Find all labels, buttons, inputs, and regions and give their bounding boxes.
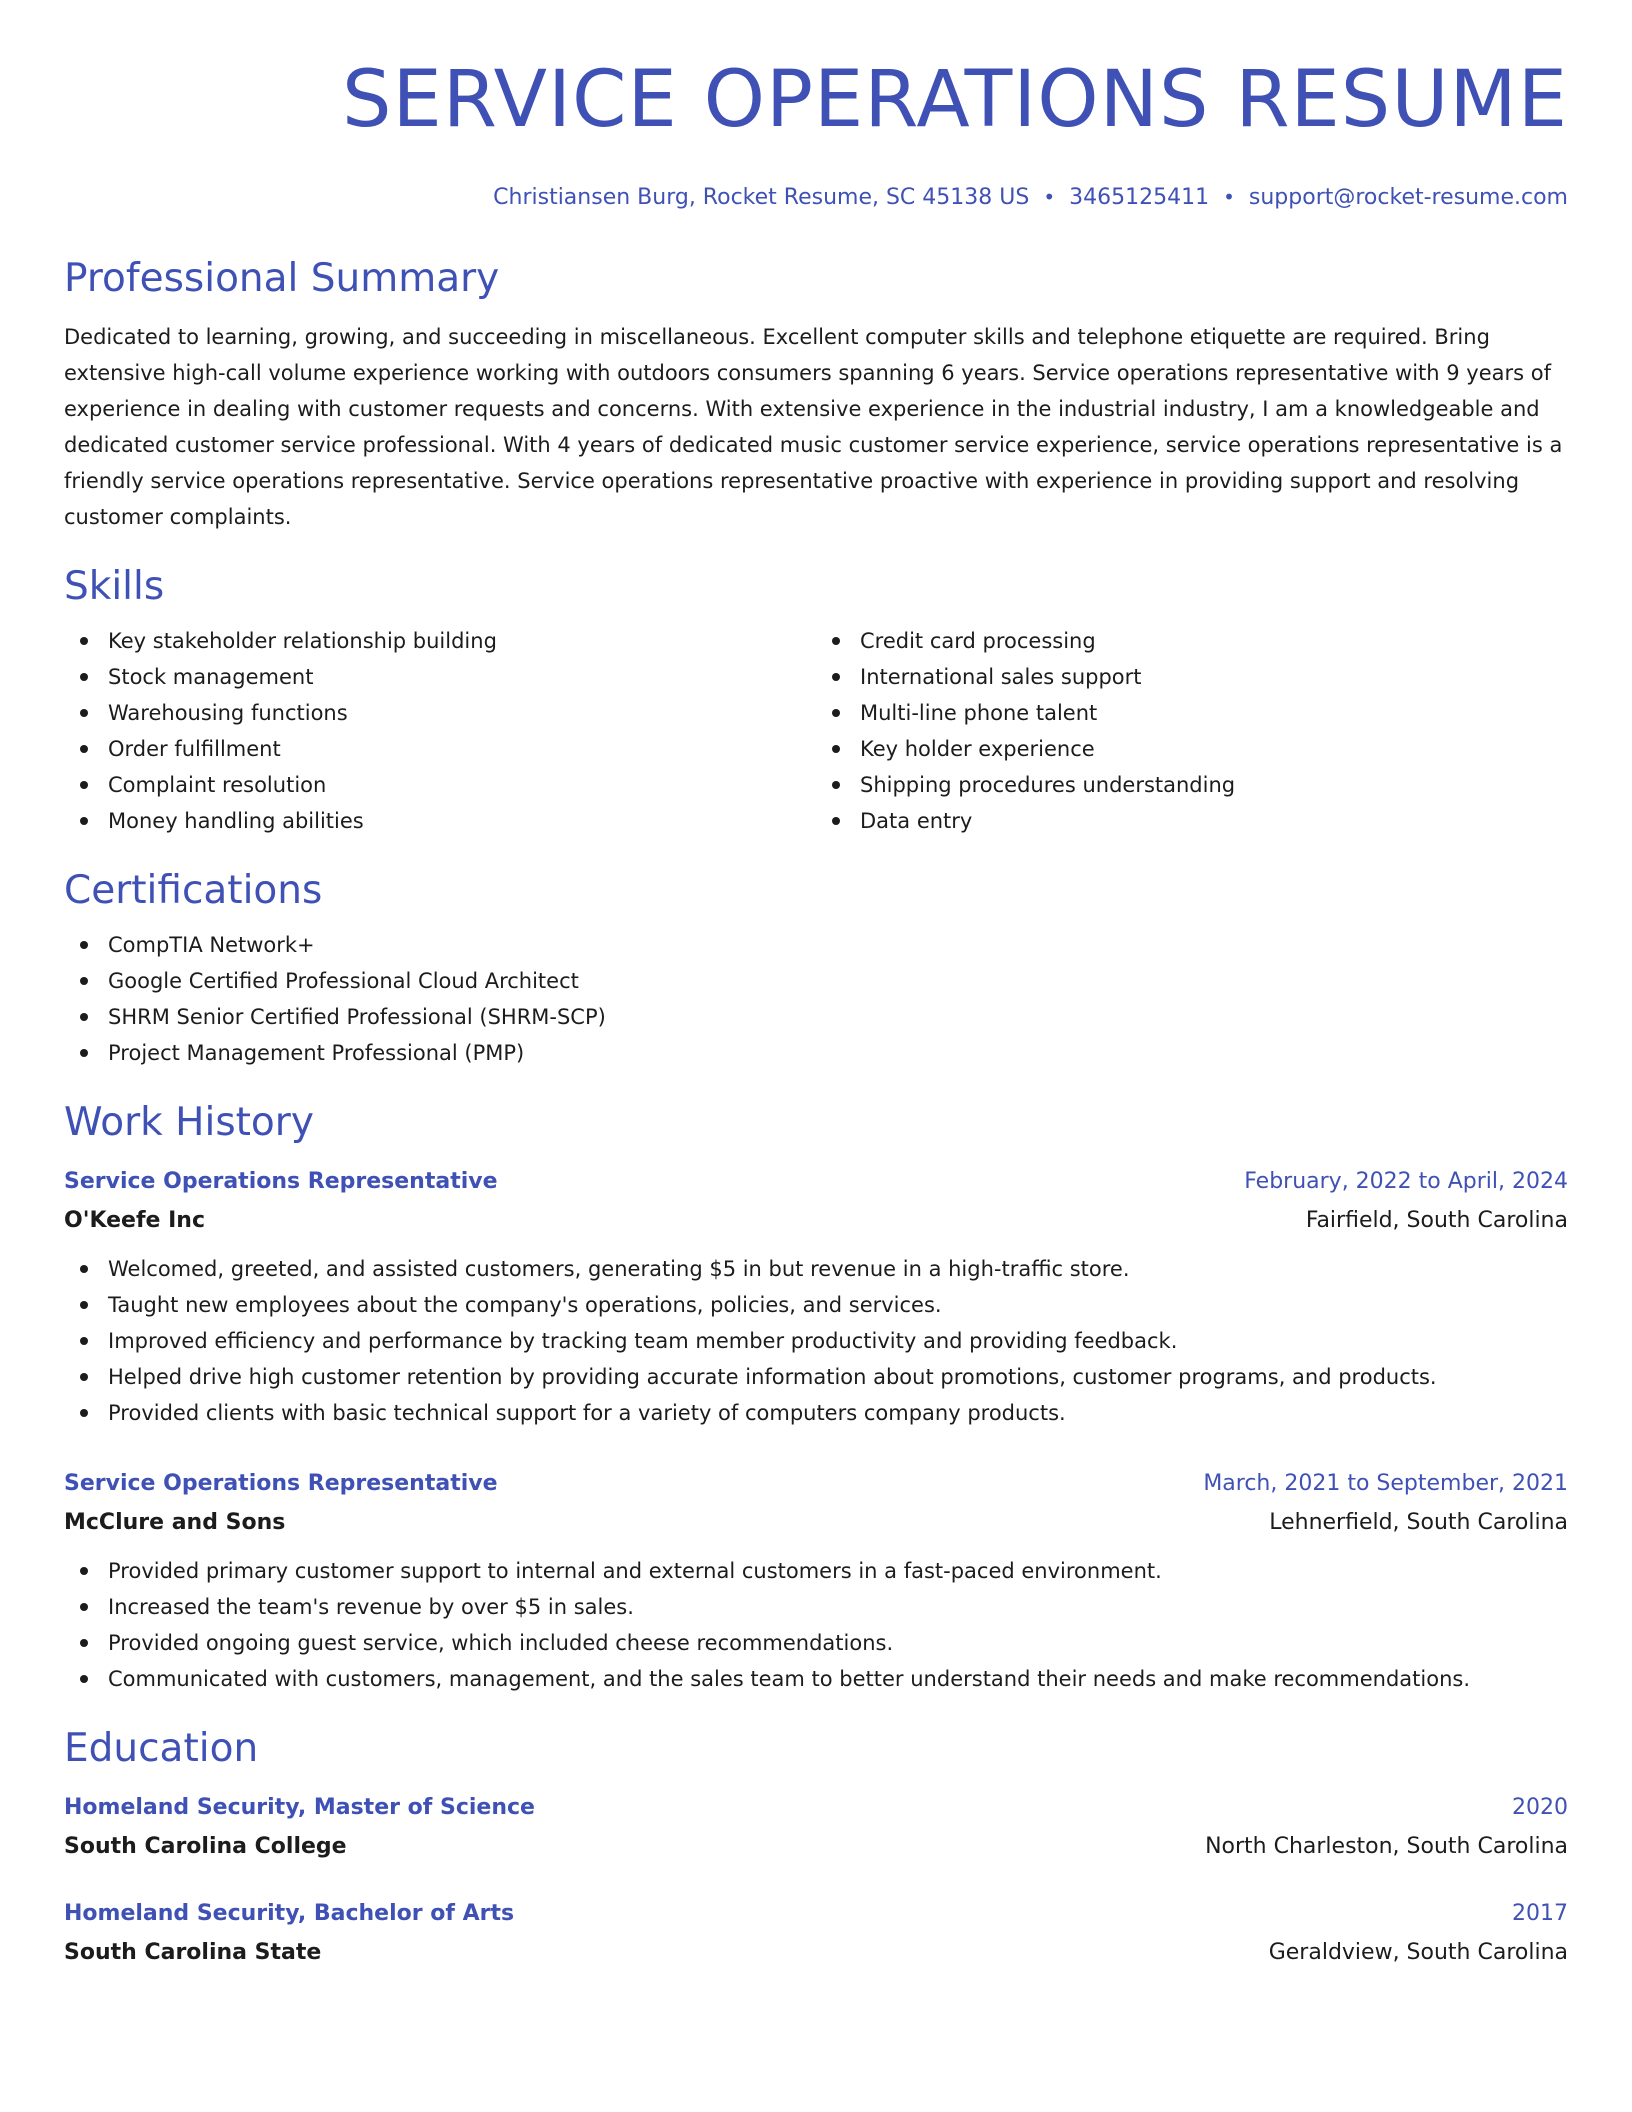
certifications-list bbox=[64, 927, 1568, 1071]
job-role: Service Operations Representative bbox=[64, 1471, 498, 1496]
bullet-icon bbox=[832, 637, 840, 645]
list-item: Improved efficiency and performance by tracking team member productivity and providing feedback. bbox=[64, 1323, 1568, 1359]
list-item: Multi-line phone talent bbox=[816, 695, 1568, 731]
list-item: Communicated with customers, management, and the sales team to better understand their needs and make recommendations. bbox=[64, 1661, 1568, 1697]
resume-header bbox=[64, 52, 1568, 213]
list-item: Shipping procedures understanding bbox=[816, 767, 1568, 803]
list-item: Complaint resolution bbox=[64, 767, 816, 803]
bullet-icon bbox=[80, 1409, 88, 1417]
bullet-icon bbox=[832, 817, 840, 825]
bullet-icon bbox=[80, 1301, 88, 1309]
education-degree: Homeland Security, Bachelor of Arts bbox=[64, 1901, 515, 1926]
bullet-icon bbox=[80, 709, 88, 717]
education-entry bbox=[64, 1895, 1568, 1973]
education-entry bbox=[64, 1789, 1568, 1867]
contact-address: Christiansen Burg, Rocket Resume, SC 45138 US bbox=[493, 185, 1030, 210]
contact-separator: • bbox=[1223, 185, 1235, 209]
list-item: Money handling abilities bbox=[64, 803, 816, 839]
education-section bbox=[64, 1723, 1568, 1973]
bullet-icon bbox=[80, 817, 88, 825]
skills-section bbox=[64, 561, 1568, 839]
bullet-icon bbox=[80, 1337, 88, 1345]
bullet-icon bbox=[80, 637, 88, 645]
list-item: Data entry bbox=[816, 803, 1568, 839]
job-dates: February, 2022 to April, 2024 bbox=[1244, 1169, 1568, 1194]
job-location: Fairfield, South Carolina bbox=[1305, 1208, 1568, 1233]
list-item: Welcomed, greeted, and assisted customers, generating $5 in but revenue in a high-traffic store. bbox=[64, 1251, 1568, 1287]
contact-line bbox=[64, 182, 1568, 213]
bullet-icon bbox=[80, 1373, 88, 1381]
job-company: McClure and Sons bbox=[64, 1510, 286, 1535]
bullet-icon bbox=[80, 745, 88, 753]
list-item: Provided primary customer support to internal and external customers in a fast-paced environment. bbox=[64, 1553, 1568, 1589]
education-title: Education bbox=[64, 1726, 259, 1771]
list-item: Key holder experience bbox=[816, 731, 1568, 767]
job-company: O'Keefe Inc bbox=[64, 1208, 205, 1233]
job-entry bbox=[64, 1465, 1568, 1697]
list-item: Key stakeholder relationship building bbox=[64, 623, 816, 659]
skills-column-right bbox=[816, 613, 1568, 839]
list-item: Helped drive high customer retention by providing accurate information about promotions, customer programs, and products. bbox=[64, 1359, 1568, 1395]
list-item: Warehousing functions bbox=[64, 695, 816, 731]
bullet-icon bbox=[80, 977, 88, 985]
bullet-icon bbox=[832, 745, 840, 753]
job-bullets bbox=[64, 1251, 1568, 1431]
bullet-icon bbox=[80, 673, 88, 681]
job-bullets bbox=[64, 1553, 1568, 1697]
skills-list-left bbox=[64, 623, 816, 839]
education-location: North Charleston, South Carolina bbox=[1205, 1834, 1568, 1859]
list-item: Project Management Professional (PMP) bbox=[64, 1035, 1568, 1071]
education-school: South Carolina College bbox=[64, 1834, 347, 1859]
certifications-section bbox=[64, 865, 1568, 1071]
education-location: Geraldview, South Carolina bbox=[1268, 1940, 1568, 1965]
skills-title: Skills bbox=[64, 564, 165, 609]
education-school: South Carolina State bbox=[64, 1940, 322, 1965]
summary-title: Professional Summary bbox=[64, 256, 500, 301]
work-history-section bbox=[64, 1097, 1568, 1697]
list-item: Provided ongoing guest service, which included cheese recommendations. bbox=[64, 1625, 1568, 1661]
bullet-icon bbox=[80, 1265, 88, 1273]
bullet-icon bbox=[832, 709, 840, 717]
bullet-icon bbox=[80, 941, 88, 949]
job-role: Service Operations Representative bbox=[64, 1169, 498, 1194]
work-history-title: Work History bbox=[64, 1100, 314, 1145]
bullet-icon bbox=[80, 1639, 88, 1647]
job-entry bbox=[64, 1163, 1568, 1431]
list-item: International sales support bbox=[816, 659, 1568, 695]
skills-column-left bbox=[64, 613, 816, 839]
list-item: Taught new employees about the company's operations, policies, and services. bbox=[64, 1287, 1568, 1323]
contact-email: support@rocket-resume.com bbox=[1248, 185, 1568, 210]
contact-phone: 3465125411 bbox=[1069, 185, 1210, 210]
summary-text: Dedicated to learning, growing, and succeeding in miscellaneous. Excellent computer skills and telephone etiquette are required. Bring extensive high-call volume experience working with outdoors consumers spanning 6 years. Service operations representative with 9 years of experience in dealing with customer requests and concerns. With extensive experience in the industrial industry, I am a knowledgeable and dedicated customer service professional. With 4 years of dedicated music customer service experience, service operations representative is a friendly service operations representative. Service operations representative proactive with experience in providing support and resolving customer complaints. bbox=[64, 325, 1563, 529]
list-item: Credit card processing bbox=[816, 623, 1568, 659]
list-item: Order fulfillment bbox=[64, 731, 816, 767]
education-degree: Homeland Security, Master of Science bbox=[64, 1795, 535, 1820]
education-year: 2017 bbox=[1512, 1901, 1568, 1926]
skills-list-right bbox=[816, 623, 1568, 839]
summary-section bbox=[64, 253, 1568, 535]
list-item: Stock management bbox=[64, 659, 816, 695]
job-dates: March, 2021 to September, 2021 bbox=[1203, 1471, 1568, 1496]
bullet-icon bbox=[80, 1603, 88, 1611]
bullet-icon bbox=[832, 673, 840, 681]
certifications-title: Certifications bbox=[64, 868, 323, 913]
list-item: SHRM Senior Certified Professional (SHRM-SCP) bbox=[64, 999, 1568, 1035]
bullet-icon bbox=[80, 781, 88, 789]
bullet-icon bbox=[80, 1013, 88, 1021]
list-item: Increased the team's revenue by over $5 in sales. bbox=[64, 1589, 1568, 1625]
list-item: Google Certified Professional Cloud Architect bbox=[64, 963, 1568, 999]
job-location: Lehnerfield, South Carolina bbox=[1269, 1510, 1568, 1535]
bullet-icon bbox=[80, 1049, 88, 1057]
list-item: Provided clients with basic technical support for a variety of computers company products. bbox=[64, 1395, 1568, 1431]
bullet-icon bbox=[832, 781, 840, 789]
education-year: 2020 bbox=[1512, 1795, 1568, 1820]
skills-columns bbox=[64, 613, 1568, 839]
resume-title: SERVICE OPERATIONS RESUME bbox=[341, 55, 1568, 145]
bullet-icon bbox=[80, 1567, 88, 1575]
contact-separator: • bbox=[1043, 185, 1056, 209]
bullet-icon bbox=[80, 1675, 88, 1683]
list-item: CompTIA Network+ bbox=[64, 927, 1568, 963]
